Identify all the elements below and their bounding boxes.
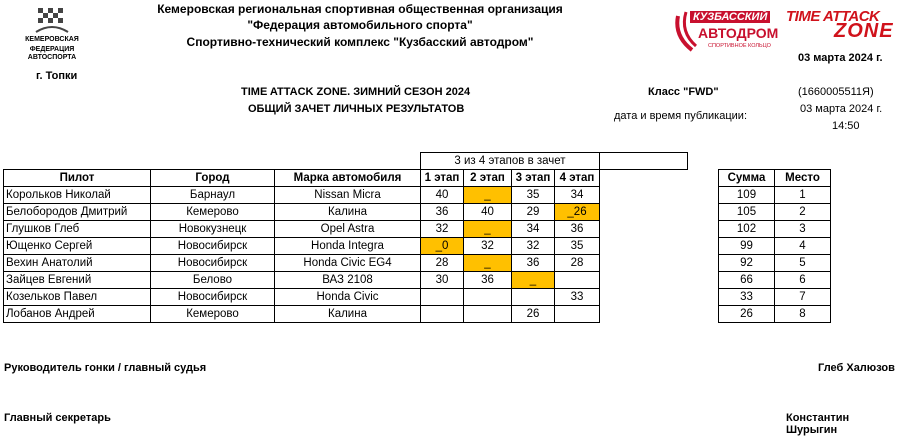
col-car: Марка автомобиля xyxy=(275,170,421,187)
cell-s1 xyxy=(421,289,464,306)
cell-sum: 66 xyxy=(719,272,775,289)
cell-city: Белово xyxy=(151,272,275,289)
cell-sum: 26 xyxy=(719,306,775,323)
cell-sum: 92 xyxy=(719,255,775,272)
cell-s3: 29 xyxy=(512,204,555,221)
chief-secretary-name: Константин Шурыгин xyxy=(786,412,850,436)
spacer-cell xyxy=(688,272,719,289)
cell-s2 xyxy=(464,289,512,306)
cell-s3: 34 xyxy=(512,221,555,238)
spacer-cell xyxy=(600,187,688,204)
cell-city: Новосибирск xyxy=(151,238,275,255)
col-place: Место xyxy=(775,170,831,187)
kuzbass-autodrom-logo xyxy=(672,6,782,56)
cell-s2: 32 xyxy=(464,238,512,255)
table-row xyxy=(4,289,831,306)
cell-car: Honda Integra xyxy=(275,238,421,255)
results-table xyxy=(3,152,831,323)
cell-pilot: Глушков Глеб xyxy=(4,221,151,238)
publication-label: дата и время публикации: xyxy=(614,110,748,122)
spacer-cell xyxy=(688,289,719,306)
cell-place: 1 xyxy=(775,187,831,204)
cell-place: 5 xyxy=(775,255,831,272)
cell-car: Honda Civic xyxy=(275,289,421,306)
table-row xyxy=(4,187,831,204)
col-pilot: Пилот xyxy=(4,170,151,187)
spacer-cell xyxy=(688,255,719,272)
kuzbass-logo-line1: КУЗБАССКИЙ xyxy=(690,11,770,23)
spacer-cell xyxy=(688,204,719,221)
spacer-cell xyxy=(600,306,688,323)
cell-pilot: Вехин Анатолий xyxy=(4,255,151,272)
cell-place: 8 xyxy=(775,306,831,323)
race-director-role: Руководитель гонки / главный судья xyxy=(4,362,207,374)
cell-s4: _26 xyxy=(555,204,600,221)
cell-s1: 32 xyxy=(421,221,464,238)
federation-logo-line2: ФЕДЕРАЦИЯ АВТОСПОРТА xyxy=(27,46,77,61)
cell-pilot: Козельков Павел xyxy=(4,289,151,306)
cell-sum: 102 xyxy=(719,221,775,238)
table-row xyxy=(4,255,831,272)
cell-city: Новосибирск xyxy=(151,289,275,306)
cell-pilot: Зайцев Евгений xyxy=(4,272,151,289)
cell-city: Кемерово xyxy=(151,204,275,221)
cell-city: Новосибирск xyxy=(151,255,275,272)
city-label: г. Топки xyxy=(36,70,78,82)
cell-s4 xyxy=(555,306,600,323)
cell-place: 4 xyxy=(775,238,831,255)
org-line-1: Кемеровская региональная спортивная общественная организация xyxy=(157,2,563,16)
table-row xyxy=(4,306,831,323)
top-date: 03 марта 2024 г. xyxy=(798,52,883,64)
spacer-cell xyxy=(600,255,688,272)
table-row xyxy=(4,272,831,289)
standings-title: ОБЩИЙ ЗАЧЕТ ЛИЧНЫХ РЕЗУЛЬТАТОВ xyxy=(248,103,465,115)
table-row xyxy=(4,238,831,255)
event-title: TIME ATTACK ZONE. ЗИМНИЙ СЕЗОН 2024 xyxy=(241,86,471,98)
cell-sum: 105 xyxy=(719,204,775,221)
cell-s4: 28 xyxy=(555,255,600,272)
table-header-row xyxy=(4,170,831,187)
cell-s1: 36 xyxy=(421,204,464,221)
cell-s4: 36 xyxy=(555,221,600,238)
checkered-flag-icon xyxy=(34,4,70,34)
spacer-cell xyxy=(600,204,688,221)
cell-s4: 35 xyxy=(555,238,600,255)
org-line-3: Спортивно-технический комплекс "Кузбасский автодром" xyxy=(186,35,534,49)
cell-s2: 40 xyxy=(464,204,512,221)
chief-secretary-role: Главный секретарь xyxy=(4,412,111,424)
cell-s1 xyxy=(421,306,464,323)
table-row xyxy=(4,221,831,238)
cell-s3: _ xyxy=(512,272,555,289)
cell-pilot: Ющенко Сергей xyxy=(4,238,151,255)
cell-pilot: Лобанов Андрей xyxy=(4,306,151,323)
cell-sum: 99 xyxy=(719,238,775,255)
cell-s4: 33 xyxy=(555,289,600,306)
spacer-cell xyxy=(688,221,719,238)
cell-pilot: Корольков Николай xyxy=(4,187,151,204)
cell-city: Кемерово xyxy=(151,306,275,323)
spacer-cell xyxy=(688,306,719,323)
col-stage1: 1 этап xyxy=(421,170,464,187)
cell-s3: 35 xyxy=(512,187,555,204)
spacer-cell xyxy=(688,238,719,255)
cell-pilot: Белобородов Дмитрий xyxy=(4,204,151,221)
cell-s1: 28 xyxy=(421,255,464,272)
cell-city: Барнаул xyxy=(151,187,275,204)
kuzbass-logo-line3: СПОРТИВНОЕ КОЛЬЦО xyxy=(708,43,771,49)
org-line-2: "Федерация автомобильного спорта" xyxy=(247,18,473,32)
col-sum: Сумма xyxy=(719,170,775,187)
federation-logo-line1: КЕМЕРОВСКАЯ xyxy=(25,36,79,43)
cell-place: 7 xyxy=(775,289,831,306)
kuzbass-logo-line2: АВТОДРОМ xyxy=(698,25,779,41)
cell-s3: 36 xyxy=(512,255,555,272)
cell-place: 2 xyxy=(775,204,831,221)
publication-time: 14:50 xyxy=(832,120,860,132)
spacer-cell xyxy=(688,187,719,204)
cell-s2: _ xyxy=(464,187,512,204)
cell-s1: 30 xyxy=(421,272,464,289)
cell-city: Новокузнецк xyxy=(151,221,275,238)
cell-s2: _ xyxy=(464,255,512,272)
cell-s1: 40 xyxy=(421,187,464,204)
taz-logo-line2: ZONE xyxy=(834,20,894,42)
col-city: Город xyxy=(151,170,275,187)
publication-date: 03 марта 2024 г. xyxy=(800,103,883,115)
class-label: Класс "FWD" xyxy=(648,86,719,98)
spacer-cell xyxy=(600,289,688,306)
cell-s1: _0 xyxy=(421,238,464,255)
cell-car: Калина xyxy=(275,306,421,323)
cell-s2 xyxy=(464,306,512,323)
federation-logo xyxy=(6,4,98,64)
stages-caption: 3 из 4 этапов в зачет xyxy=(421,153,600,170)
cell-s2: 36 xyxy=(464,272,512,289)
cell-s3: 26 xyxy=(512,306,555,323)
cell-car: Opel Astra xyxy=(275,221,421,238)
time-attack-zone-logo xyxy=(786,8,896,42)
col-stage3: 3 этап xyxy=(512,170,555,187)
cell-sum: 33 xyxy=(719,289,775,306)
cell-car: ВАЗ 2108 xyxy=(275,272,421,289)
col-stage2: 2 этап xyxy=(464,170,512,187)
table-row xyxy=(4,204,831,221)
event-code: (1660005511Я) xyxy=(798,86,874,98)
cell-s2: _ xyxy=(464,221,512,238)
spacer-cell xyxy=(600,238,688,255)
cell-place: 3 xyxy=(775,221,831,238)
cell-car: Nissan Micra xyxy=(275,187,421,204)
col-stage4: 4 этап xyxy=(555,170,600,187)
cell-car: Honda Civic EG4 xyxy=(275,255,421,272)
cell-place: 6 xyxy=(775,272,831,289)
spacer-cell xyxy=(600,221,688,238)
cell-s4: 34 xyxy=(555,187,600,204)
spacer-cell xyxy=(600,272,688,289)
stages-caption-row xyxy=(4,153,831,170)
cell-s3: 32 xyxy=(512,238,555,255)
race-director-name: Глеб Халюзов xyxy=(818,362,895,374)
taz-logo-line1: TIME ATTACK xyxy=(786,8,880,25)
cell-s4 xyxy=(555,272,600,289)
cell-s3 xyxy=(512,289,555,306)
cell-car: Калина xyxy=(275,204,421,221)
cell-sum: 109 xyxy=(719,187,775,204)
